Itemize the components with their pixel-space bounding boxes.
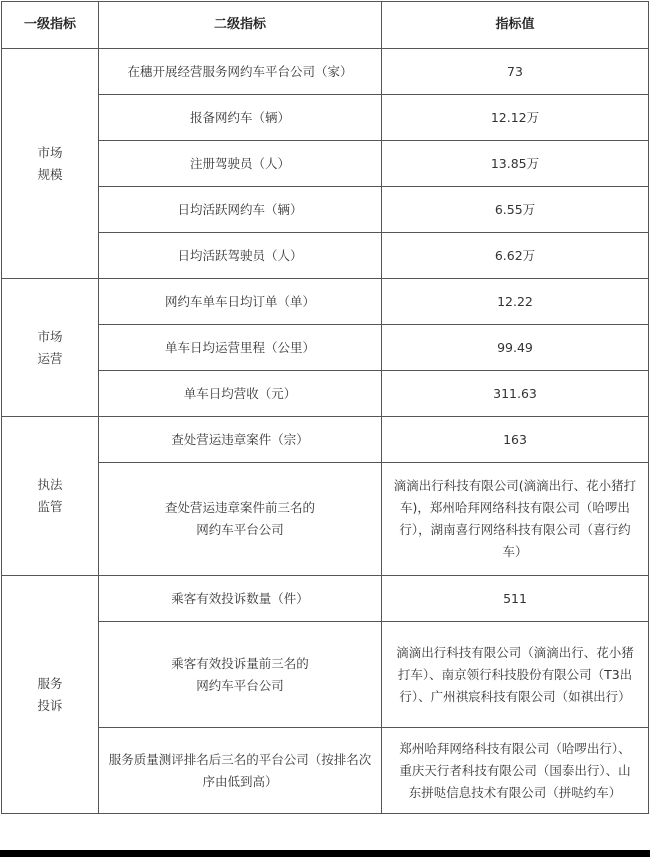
indicator-table	[1, 1, 649, 814]
header-primary-indicator: 一级指标	[2, 2, 99, 49]
value-cell: 12.22	[382, 279, 649, 325]
category-label-line: 执法	[37, 477, 63, 492]
table-row	[2, 576, 649, 622]
value-line: 滴滴出行科技有限公司(滴滴出行、花小猪打	[393, 478, 637, 493]
table-row	[2, 187, 649, 233]
value-line: 行）、广州祺宸科技有限公司（如祺出行）	[399, 688, 631, 704]
table-header-row	[2, 2, 649, 49]
category-label-line: 规模	[37, 166, 63, 182]
category-market-scale	[2, 49, 99, 279]
value-cell	[382, 622, 649, 728]
indicator-cell: 网约车单车日均订单（单）	[99, 279, 382, 325]
value-cell: 73	[382, 49, 649, 95]
table-row	[2, 728, 649, 814]
value-line: 滴滴出行科技有限公司（滴滴出行、花小猪	[396, 644, 634, 660]
table-row	[2, 141, 649, 187]
value-line: 重庆天行者科技有限公司（国泰出行）、山	[399, 762, 631, 778]
value-cell: 6.55万	[382, 187, 649, 233]
table-row	[2, 49, 649, 95]
indicator-cell: 单车日均运营里程（公里）	[99, 325, 382, 371]
indicator-line: 查处营运违章案件前三名的	[164, 500, 315, 515]
value-line: 车）	[502, 544, 528, 559]
indicator-cell: 查处营运违章案件（宗）	[99, 417, 382, 463]
indicator-cell: 报备网约车（辆）	[99, 95, 382, 141]
indicator-cell: 在穗开展经营服务网约车平台公司（家）	[99, 49, 382, 95]
table-row	[2, 95, 649, 141]
table-row	[2, 622, 649, 728]
category-label-line: 市场	[37, 328, 63, 344]
header-indicator-value: 指标值	[382, 2, 649, 49]
indicator-cell: 注册驾驶员（人）	[99, 141, 382, 187]
indicator-cell: 日均活跃驾驶员（人）	[99, 233, 382, 279]
category-label-line: 运营	[37, 350, 63, 366]
indicator-line: 网约车平台公司	[196, 522, 284, 537]
value-cell	[382, 463, 649, 576]
value-cell: 163	[382, 417, 649, 463]
indicator-cell: 日均活跃网约车（辆）	[99, 187, 382, 233]
value-cell: 12.12万	[382, 95, 649, 141]
category-label-line: 服务	[37, 675, 63, 691]
indicator-cell	[99, 622, 382, 728]
bottom-border-bar	[0, 850, 650, 857]
value-cell: 511	[382, 576, 649, 622]
value-line: 打车）、南京领行科技股份有限公司（T3出	[397, 666, 633, 682]
table-row	[2, 371, 649, 417]
header-secondary-indicator: 二级指标	[99, 2, 382, 49]
indicator-line: 序由低到高）	[202, 773, 278, 789]
value-line: 郑州哈拜网络科技有限公司（哈啰出行）、	[399, 740, 631, 756]
indicator-cell	[99, 463, 382, 576]
indicator-line: 乘客有效投诉量前三名的	[171, 655, 309, 671]
value-line: 行），湖南喜行网络科技有限公司（喜行约	[399, 522, 631, 537]
indicator-cell	[99, 728, 382, 814]
category-label-line: 投诉	[37, 697, 63, 713]
category-law-enforcement	[2, 417, 99, 576]
value-cell: 311.63	[382, 371, 649, 417]
indicator-cell: 乘客有效投诉数量（件）	[99, 576, 382, 622]
value-line: 车)，郑州哈拜网络科技有限公司（哈啰出	[400, 500, 630, 515]
category-label-line: 监管	[37, 499, 63, 514]
value-cell	[382, 728, 649, 814]
indicator-line: 服务质量测评排名后三名的平台公司（按排名次	[108, 751, 372, 767]
category-market-operation	[2, 279, 99, 417]
table-row	[2, 279, 649, 325]
value-line: 东拼哒信息技术有限公司（拼哒约车）	[408, 784, 622, 800]
value-cell: 6.62万	[382, 233, 649, 279]
table-row	[2, 325, 649, 371]
indicator-cell: 单车日均营收（元）	[99, 371, 382, 417]
indicator-line: 网约车平台公司	[196, 677, 284, 693]
table-row	[2, 233, 649, 279]
value-cell: 13.85万	[382, 141, 649, 187]
table-row	[2, 463, 649, 576]
category-label-line: 市场	[37, 144, 63, 160]
category-service-complaints	[2, 576, 99, 814]
table-row	[2, 417, 649, 463]
value-cell: 99.49	[382, 325, 649, 371]
